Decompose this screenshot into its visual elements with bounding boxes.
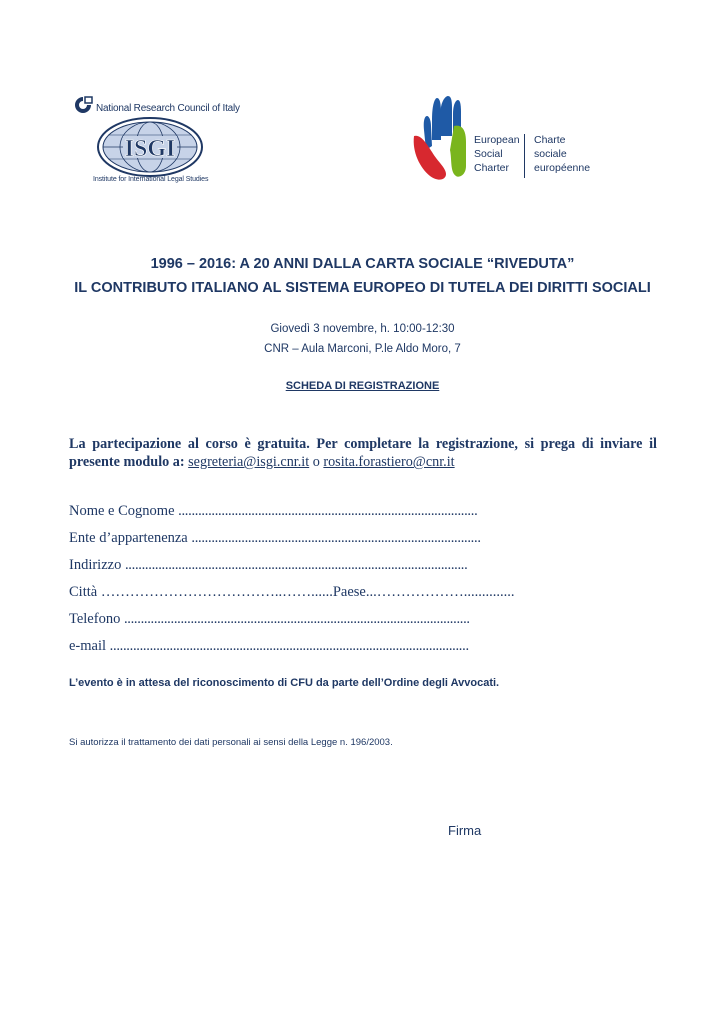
field-nome-cognome[interactable] <box>69 503 549 520</box>
field-label: Ente d’appartenenza <box>69 530 188 546</box>
page-title-line-2: IL CONTRIBUTO ITALIANO AL SISTEMA EUROPEO DI TUTELA DEI DIRITTI SOCIALI <box>74 280 651 296</box>
esc-en-line: Charter <box>474 162 510 174</box>
esc-name-en <box>474 133 520 175</box>
isgi-subtitle: Institute for International Legal Studies <box>93 176 209 183</box>
field-label: Indirizzo <box>69 557 122 573</box>
signature-label: Firma <box>448 823 482 838</box>
field-indirizzo[interactable] <box>69 557 549 574</box>
isgi-globe-icon <box>96 116 204 178</box>
esc-name-fr <box>534 133 590 175</box>
cfu-note: L’evento è in attesa del riconoscimento di CFU da parte dell’Ordine degli Avvocati. <box>69 677 500 689</box>
field-ente[interactable] <box>69 530 549 547</box>
cnr-name: National Research Council of Italy <box>96 103 240 114</box>
registration-notice <box>69 435 657 471</box>
event-date: Giovedì 3 novembre, h. 10:00-12:30 <box>270 323 455 335</box>
privacy-consent: Si autorizza il trattamento dei dati personali ai sensi della Legge n. 196/2003. <box>69 737 393 748</box>
field-dots: ........................................................................................................ <box>123 611 470 627</box>
field-dots: .......................................................................................... <box>178 503 478 519</box>
esc-fr-line: européenne <box>534 162 591 174</box>
esc-hand-logo-icon <box>410 90 472 182</box>
form-heading: SCHEDA DI REGISTRAZIONE <box>285 380 440 392</box>
esc-divider <box>524 134 525 178</box>
field-label: e-mail <box>69 638 107 654</box>
field-label: Nome e Cognome <box>69 503 175 519</box>
field-dots: ............................................................................................................ <box>109 638 469 654</box>
esc-fr-line: sociale <box>534 148 567 160</box>
esc-en-line: Social <box>474 148 503 160</box>
field-dots: ....................................................................................... <box>191 530 481 546</box>
notice-conjunction: o <box>312 454 320 470</box>
cnr-logo-icon <box>72 95 94 115</box>
field-telefono[interactable] <box>69 611 549 628</box>
field-dots: ....................................................................................................... <box>124 557 468 573</box>
isgi-acronym: ISGI <box>124 136 176 162</box>
notice-text: La partecipazione al corso è gratuita. Per completare la registrazione, si prega di inviare il presente modulo a: <box>69 436 657 470</box>
field-citta-paese[interactable] <box>69 584 549 601</box>
field-email[interactable] <box>69 638 549 655</box>
field-label: Città ………………………………..……......Paese...……………….............. <box>69 584 515 600</box>
event-place: CNR – Aula Marconi, P.le Aldo Moro, 7 <box>264 343 461 355</box>
esc-fr-line: Charte <box>534 134 566 146</box>
email-link-segreteria[interactable]: segreteria@isgi.cnr.it <box>188 454 310 470</box>
field-label: Telefono <box>69 611 121 627</box>
page-title-line-1: 1996 – 2016: A 20 ANNI DALLA CARTA SOCIALE “RIVEDUTA” <box>150 256 575 272</box>
email-link-forastiero[interactable]: rosita.forastiero@cnr.it <box>323 454 455 470</box>
esc-en-line: European <box>474 134 520 146</box>
